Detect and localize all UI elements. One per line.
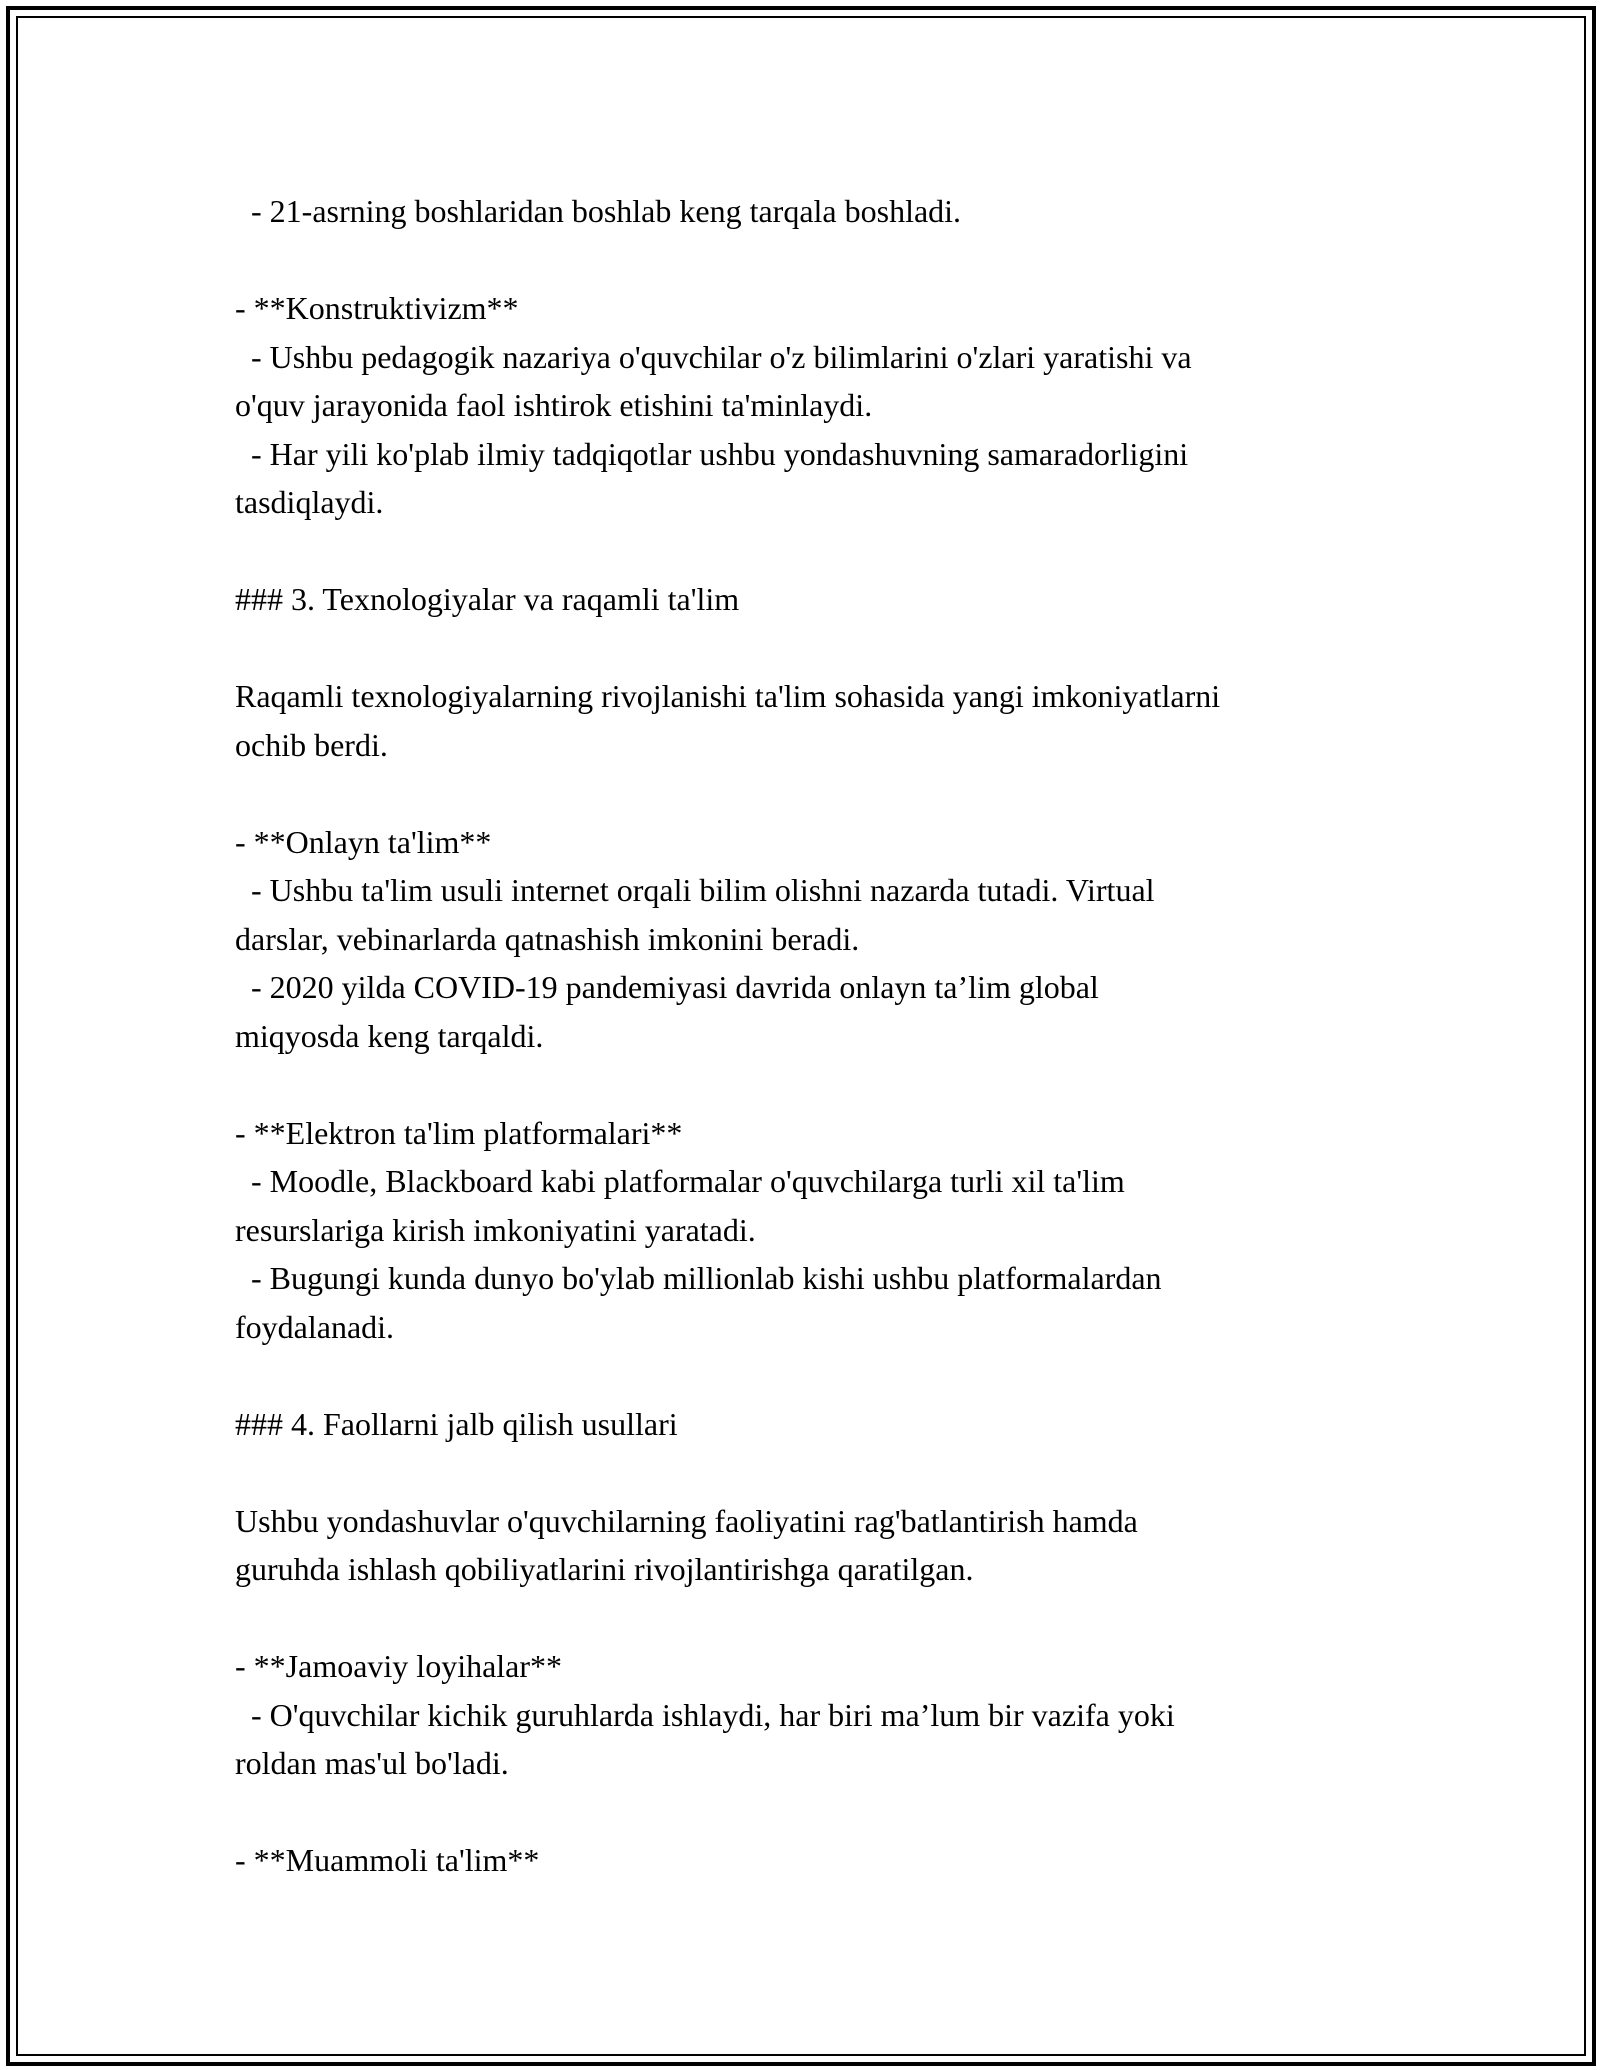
blank-line: [235, 527, 1375, 576]
text-line: - Har yili ko'plab ilmiy tadqiqotlar ushbu yondashuvning samaradorligini: [235, 435, 1189, 472]
blank-line: [235, 769, 1375, 818]
blank-line: [235, 1788, 1375, 1837]
section-heading: ### 3. Texnologiyalar va raqamli ta'lim: [235, 581, 740, 617]
text-line: miqyosda keng tarqaldi.: [235, 1017, 544, 1054]
text-line: foydalanadi.: [235, 1308, 395, 1345]
text-line: ochib berdi.: [235, 726, 388, 763]
blank-line: [235, 236, 1375, 285]
text-line: - 21-asrning boshlaridan boshlab keng tarqala boshladi.: [235, 193, 962, 229]
text-line: darslar, vebinarlarda qatnashish imkonini beradi.: [235, 920, 860, 957]
blank-line: [235, 1351, 1375, 1400]
text-line: - Moodle, Blackboard kabi platformalar o'quvchilarga turli xil ta'lim: [235, 1163, 1125, 1199]
blank-line: [235, 1448, 1375, 1497]
text-line: - **Jamoaviy loyihalar**: [235, 1648, 563, 1684]
text-line: guruhda ishlash qobiliyatlarini rivojlantirishga qaratilgan.: [235, 1551, 974, 1587]
text-line: - **Elektron ta'lim platformalari**: [235, 1114, 683, 1151]
text-line: Raqamli texnologiyalarning rivojlanishi ta'lim sohasida yangi imkoniyatlarni: [235, 678, 1221, 714]
blank-line: [235, 1060, 1375, 1109]
text-line: - Ushbu pedagogik nazariya o'quvchilar o'z bilimlarini o'zlari yaratishi va: [235, 338, 1192, 375]
text-line: - **Muammoli ta'lim**: [235, 1842, 540, 1878]
text-line: roldan mas'ul bo'ladi.: [235, 1745, 509, 1781]
text-line: resurslariga kirish imkoniyatini yaratadi.: [235, 1211, 756, 1248]
section-heading: ### 4. Faollarni jalb qilish usullari: [235, 1405, 678, 1442]
text-line: o'quv jarayonida faol ishtirok etishini ta'minlaydi.: [235, 387, 873, 423]
text-line: - **Onlayn ta'lim**: [235, 823, 492, 860]
text-line: Ushbu yondashuvlar o'quvchilarning faoliyatini rag'batlantirish hamda: [235, 1502, 1138, 1539]
text-line: - Ushbu ta'lim usuli internet orqali bilim olishni nazarda tutadi. Virtual: [235, 872, 1155, 908]
blank-line: [235, 624, 1375, 673]
blank-line: [235, 1594, 1375, 1643]
text-line: - O'quvchilar kichik guruhlarda ishlaydi, har biri ma’lum bir vazifa yoki: [235, 1696, 1175, 1733]
text-line: - **Konstruktivizm**: [235, 290, 519, 326]
text-line: - Bugungi kunda dunyo bo'ylab millionlab kishi ushbu platformalardan: [235, 1260, 1162, 1296]
document-body: [235, 187, 1375, 1885]
text-line: - 2020 yilda COVID-19 pandemiyasi davrida onlayn ta’lim global: [235, 969, 1099, 1005]
text-line: tasdiqlaydi.: [235, 484, 384, 520]
